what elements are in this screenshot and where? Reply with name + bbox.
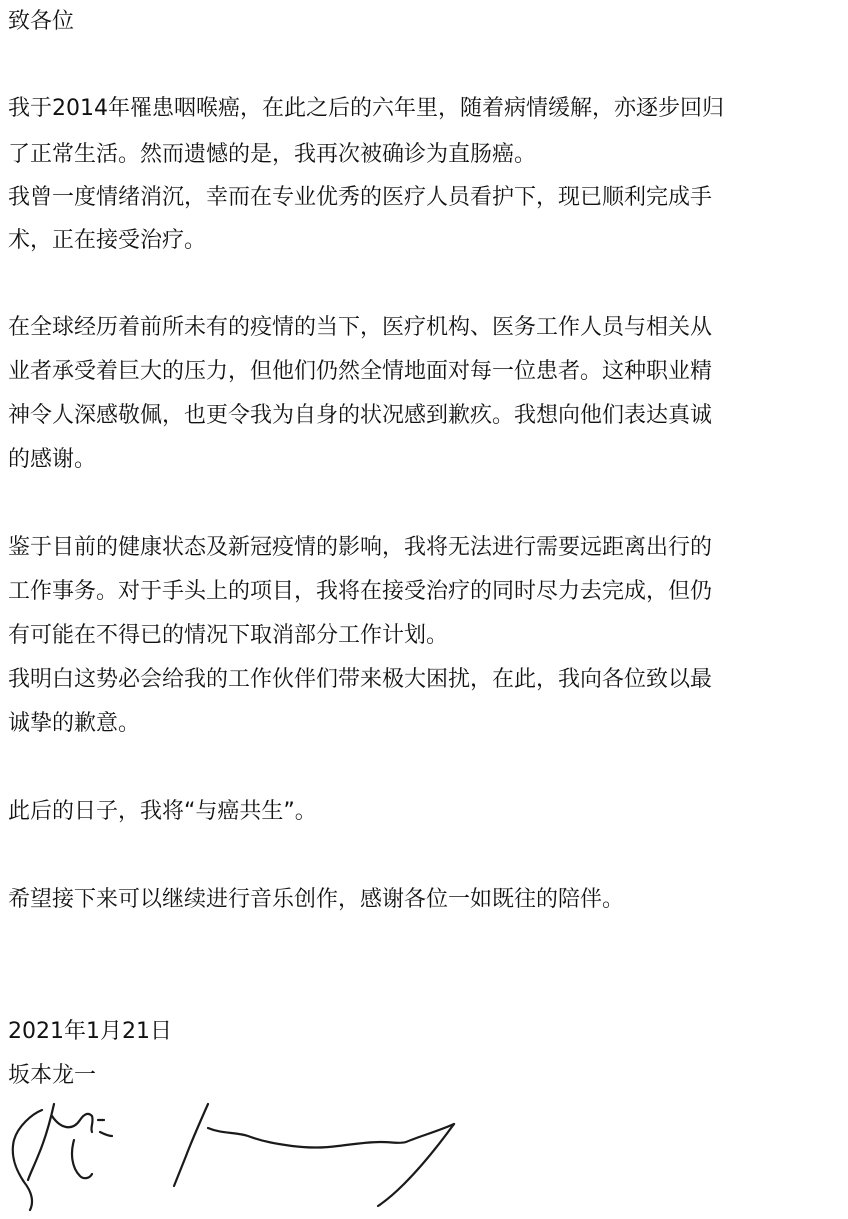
paragraph-3-line-2: 工作事务。对于手头上的项目，我将在接受治疗的同时尽力去完成，但仍 (8, 579, 713, 604)
paragraph-2-line-3: 神令人深感敬佩，也更令我为自身的状况感到歉疚。我想向他们表达真诚 (8, 403, 713, 428)
paragraph-1-line-2: 了正常生活。然而遗憾的是，我再次被确诊为直肠癌。 (8, 142, 537, 167)
letter-date: 2021年1月21日 (8, 1019, 172, 1044)
paragraph-1-line-1: 我于2014年罹患咽喉癌，在此之后的六年里，随着病情缓解，亦逐步回归 (8, 96, 724, 121)
paragraph-5-line-1: 希望接下来可以继续进行音乐创作，感谢各位一如既往的陪伴。 (8, 887, 625, 912)
paragraph-1-line-4: 术，正在接受治疗。 (8, 228, 207, 253)
paragraph-2-line-2: 业者承受着巨大的压力，但他们仍然全情地面对每一位患者。这种职业精 (8, 359, 713, 384)
paragraph-1-line-3: 我曾一度情绪消沉，幸而在专业优秀的医疗人员看护下，现已顺利完成手 (8, 185, 713, 210)
paragraph-2-line-1: 在全球经历着前所未有的疫情的当下，医疗机构、医务工作人员与相关从 (8, 315, 713, 340)
paragraph-2-line-4: 的感谢。 (8, 447, 97, 472)
salutation: 致各位 (8, 9, 75, 34)
paragraph-3-line-4: 我明白这势必会给我的工作伙伴们带来极大困扰，在此，我向各位致以最 (8, 667, 713, 692)
paragraph-3-line-1: 鉴于目前的健康状态及新冠疫情的影响，我将无法进行需要远距离出行的 (8, 535, 713, 560)
paragraph-4-line-1: 此后的日子，我将“与癌共生”。 (8, 799, 317, 824)
signer-name: 坂本龙一 (8, 1063, 97, 1088)
paragraph-3-line-3: 有可能在不得已的情况下取消部分工作计划。 (8, 623, 449, 648)
paragraph-3-line-5: 诚挚的歉意。 (8, 711, 141, 736)
handwritten-signature (8, 1098, 468, 1213)
